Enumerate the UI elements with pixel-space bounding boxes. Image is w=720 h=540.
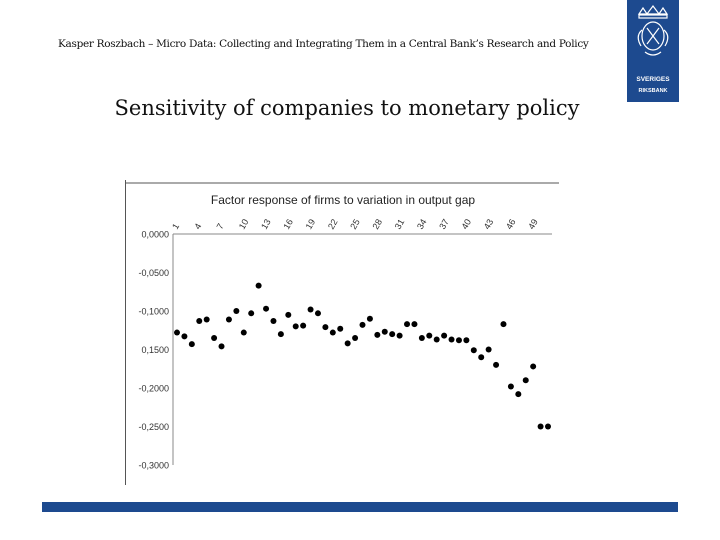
- data-point: [515, 391, 521, 397]
- data-point: [374, 332, 380, 338]
- data-point: [256, 283, 262, 289]
- data-point: [285, 312, 291, 318]
- data-point: [419, 335, 425, 341]
- data-point: [411, 321, 417, 327]
- data-point: [300, 323, 306, 329]
- slide-title: Sensitivity of companies to monetary policy: [114, 96, 580, 120]
- data-point: [219, 343, 225, 349]
- data-point: [204, 316, 210, 322]
- data-point: [404, 321, 410, 327]
- data-point: [530, 363, 536, 369]
- x-tick-label: 19: [303, 217, 318, 231]
- x-tick-label: 10: [236, 217, 251, 231]
- y-tick-label: 0,1500: [141, 345, 169, 355]
- crown-emblem-icon: [627, 0, 679, 102]
- x-tick-label: 7: [214, 221, 226, 231]
- x-tick-label: 22: [325, 217, 340, 231]
- data-point: [241, 330, 247, 336]
- data-point: [397, 333, 403, 339]
- x-tick-label: 1: [170, 221, 182, 231]
- data-point: [270, 318, 276, 324]
- data-point: [426, 333, 432, 339]
- data-point: [441, 333, 447, 339]
- data-point: [233, 308, 239, 314]
- x-tick-label: 46: [503, 217, 518, 231]
- data-point: [293, 323, 299, 329]
- data-points: [174, 283, 551, 430]
- data-point: [337, 326, 343, 332]
- y-tick-label: -0,3000: [138, 460, 169, 471]
- x-tick-label: 40: [459, 217, 474, 231]
- x-tick-label: 13: [259, 217, 273, 231]
- logo-line1: SVERIGES: [636, 76, 670, 83]
- data-point: [174, 330, 180, 336]
- data-point: [434, 336, 440, 342]
- y-tick-label: -0,0500: [138, 268, 169, 278]
- data-point: [360, 322, 366, 328]
- data-point: [545, 424, 551, 430]
- data-point: [389, 331, 395, 337]
- x-tick-label: 16: [281, 217, 296, 231]
- data-point: [196, 318, 202, 324]
- logo-line2: RIKSBANK: [638, 88, 668, 94]
- data-point: [456, 337, 462, 343]
- data-point: [463, 337, 469, 343]
- scatter-chart: [125, 180, 560, 485]
- data-point: [315, 310, 321, 316]
- y-tick-label: -0,2500: [138, 422, 169, 432]
- data-point: [471, 347, 477, 353]
- y-tick-labels: [138, 230, 169, 471]
- data-point: [538, 424, 544, 430]
- x-tick-label: 37: [437, 217, 451, 231]
- bottom-bar: [42, 502, 678, 512]
- x-tick-label: 43: [481, 217, 496, 231]
- data-point: [449, 336, 455, 342]
- data-point: [493, 362, 499, 368]
- data-point: [352, 335, 358, 341]
- data-point: [189, 341, 195, 347]
- x-tick-label: 4: [192, 221, 204, 231]
- x-tick-label: 34: [414, 217, 429, 231]
- data-point: [367, 316, 373, 322]
- chart-container: [125, 180, 560, 485]
- y-tick-label: 0,0000: [141, 229, 169, 240]
- data-point: [345, 340, 351, 346]
- data-point: [322, 324, 328, 330]
- data-point: [500, 321, 506, 327]
- data-point: [330, 330, 336, 336]
- data-point: [226, 316, 232, 322]
- slide-header: Kasper Roszbach – Micro Data: Collecting and Integrating Them in a Central Bank’s Research and Policy: [58, 38, 589, 50]
- data-point: [278, 331, 284, 337]
- data-point: [248, 310, 254, 316]
- data-point: [523, 377, 529, 383]
- riksbank-logo: [627, 0, 679, 102]
- x-tick-label: 28: [370, 217, 385, 231]
- chart-title: Factor response of firms to variation in output gap: [210, 193, 476, 207]
- y-tick-label: -0,1000: [138, 306, 169, 317]
- data-point: [308, 306, 314, 312]
- x-tick-labels: [170, 217, 540, 231]
- data-point: [263, 306, 269, 312]
- data-point: [508, 383, 514, 389]
- data-point: [211, 335, 217, 341]
- data-point: [382, 329, 388, 335]
- data-point: [486, 347, 492, 353]
- data-point: [181, 333, 187, 339]
- y-tick-label: -0,2000: [138, 383, 169, 394]
- x-tick-label: 49: [526, 217, 540, 231]
- x-tick-label: 25: [348, 217, 362, 231]
- data-point: [478, 354, 484, 360]
- x-tick-label: 31: [392, 217, 407, 231]
